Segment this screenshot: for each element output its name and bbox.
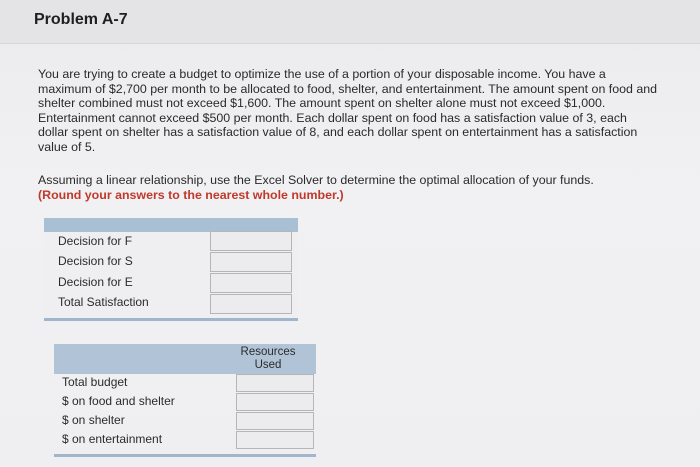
decision-row-label: Decision for F <box>58 234 133 248</box>
decision-f-input[interactable] <box>210 231 292 251</box>
round-note: (Round your answers to the nearest whole number.) <box>38 187 344 202</box>
decision-table-footer <box>44 318 298 321</box>
resource-row-label: Total budget <box>62 375 128 389</box>
entertainment-input[interactable] <box>236 431 314 449</box>
resources-used-header: Resources Used <box>240 346 296 371</box>
total-budget-input[interactable] <box>236 374 314 392</box>
instruction-text: Assuming a linear relationship, use the Excel Solver to determine the optimal allocation of your funds. <box>38 173 594 187</box>
instruction-block <box>38 173 658 202</box>
decision-row-label: Decision for E <box>58 275 133 289</box>
resource-row-label: $ on shelter <box>62 413 125 427</box>
problem-description: You are trying to create a budget to optimize the use of a portion of your disposable income. You have a maximum of $2,700 per month to be allocated to food, shelter, and entertainment. The amount spent on food and shelter combined must not exceed $1,600. The amount spent on shelter alone must not exceed $1,000. Entertainment cannot exceed $500 per month. Each dollar spent on food has a satisfaction value of 3, each dollar spent on shelter has a satisfaction value of 8, and each dollar spent on entertainment has a satisfaction value of 5. <box>38 67 658 154</box>
total-satisfaction-label: Total Satisfaction <box>58 295 149 309</box>
resource-row-label: $ on entertainment <box>62 432 163 446</box>
resource-row-label: $ on food and shelter <box>62 394 175 408</box>
shelter-input[interactable] <box>236 412 314 430</box>
decision-s-input[interactable] <box>210 252 292 272</box>
total-satisfaction-input[interactable] <box>210 294 292 314</box>
problem-title: Problem A-7 <box>34 11 128 28</box>
decision-table-header <box>44 218 298 232</box>
decision-row-label: Decision for S <box>58 254 133 268</box>
food-shelter-input[interactable] <box>236 393 314 411</box>
resources-table-footer <box>54 454 316 457</box>
decision-e-input[interactable] <box>210 273 292 293</box>
